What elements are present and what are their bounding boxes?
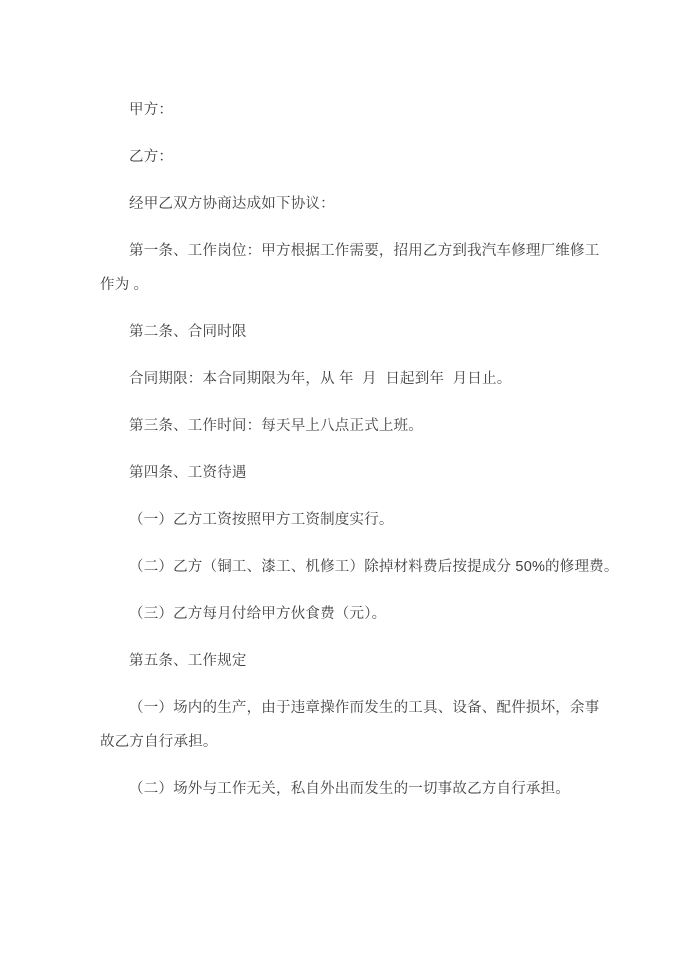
clause-4-item-3 [100, 597, 604, 631]
clause-1-job-position [100, 234, 604, 302]
paragraph-line: 第四条、工资待遇 [129, 465, 247, 481]
clause-2-heading [100, 315, 604, 349]
clause-3-working-hours [100, 409, 604, 443]
paragraph-line: 经甲乙双方协商达成如下协议： [129, 196, 335, 212]
paragraph-line: （二）乙方（铜工、漆工、机修工）除掉材料费后按提成分 50%的修理费。 [129, 559, 619, 575]
clause-5-item-2 [100, 772, 604, 806]
paragraph-line: 乙方： [129, 149, 174, 165]
clause-2-contract-term [100, 362, 604, 396]
clause-5-heading [100, 644, 604, 678]
paragraph-line: 甲方： [129, 102, 174, 118]
paragraph-line: 第五条、工作规定 [129, 653, 247, 669]
paragraph-line: 第三条、工作时间：每天早上八点正式上班。 [129, 418, 423, 434]
party-a-label [100, 93, 604, 127]
clause-5-item-1 [100, 691, 604, 759]
clause-4-heading [100, 456, 604, 490]
agreement-preamble [100, 187, 604, 221]
paragraph-line: （三）乙方每月付给甲方伙食费（元）。 [129, 606, 387, 622]
party-b-label [100, 140, 604, 174]
paragraph-line: （一）场内的生产，由于违章操作而发生的工具、设备、配件损坏，余事 [129, 700, 600, 716]
paragraph-line: 第二条、合同时限 [129, 324, 247, 340]
paragraph-line: 故乙方自行承担。 [100, 734, 218, 750]
paragraph-line: 合同期限：本合同期限为年，从 年 月 日起到年 月日止。 [129, 371, 512, 387]
paragraph-line: 第一条、工作岗位：甲方根据工作需要，招用乙方到我汽车修理厂维修工 [129, 243, 600, 259]
clause-4-item-2 [100, 550, 619, 584]
paragraph-line: （二）场外与工作无关，私自外出而发生的一切事故乙方自行承担。 [129, 781, 570, 797]
clause-4-item-1 [100, 503, 604, 537]
paragraph-line: 作为 。 [100, 277, 149, 293]
paragraph-line: （一）乙方工资按照甲方工资制度实行。 [129, 512, 394, 528]
